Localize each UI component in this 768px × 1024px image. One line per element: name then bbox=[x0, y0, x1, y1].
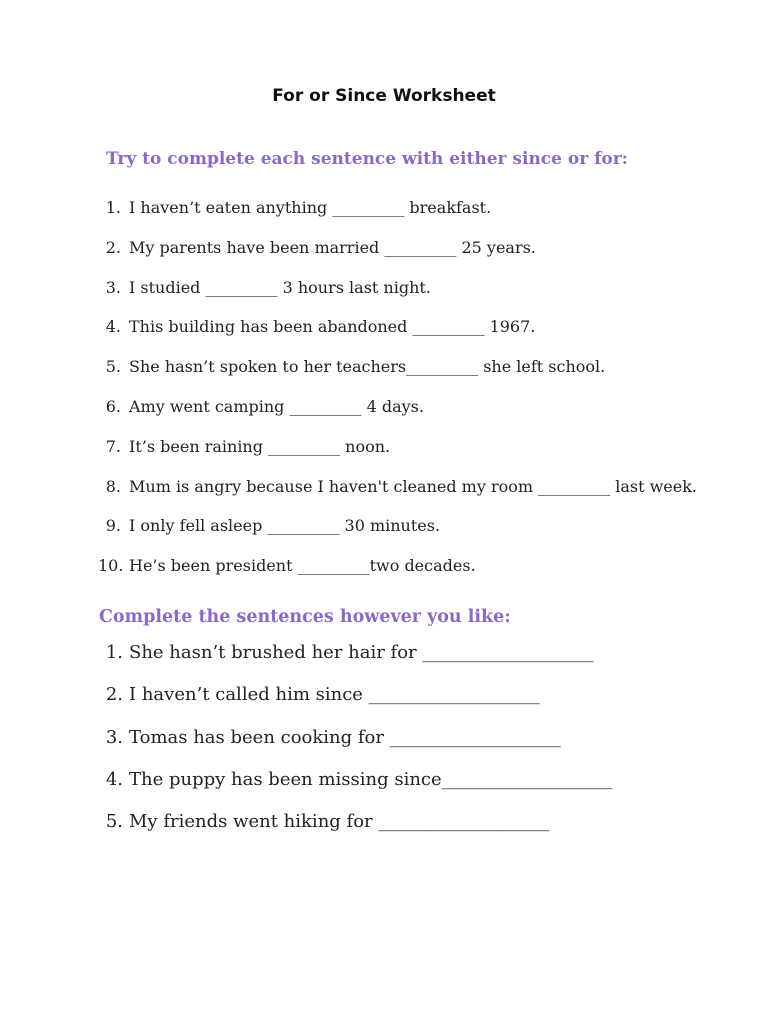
item-number: 3. bbox=[105, 726, 123, 748]
item-number: 2. bbox=[105, 237, 121, 257]
item-sentence: Tomas has been cooking for ___________________ bbox=[129, 726, 561, 748]
list-item bbox=[98, 477, 697, 517]
list-item bbox=[98, 769, 613, 811]
list-item bbox=[98, 238, 697, 278]
item-sentence: He’s been president _________two decades. bbox=[129, 556, 476, 576]
item-sentence: Amy went camping _________ 4 days. bbox=[129, 396, 424, 416]
list-item bbox=[98, 397, 697, 437]
item-sentence: She hasn’t spoken to her teachers_________ she left school. bbox=[129, 357, 606, 377]
list-item bbox=[98, 516, 697, 556]
item-sentence: I haven’t eaten anything _________ breakfast. bbox=[129, 198, 492, 217]
list-item bbox=[98, 278, 697, 318]
item-number: 10. bbox=[98, 556, 124, 576]
list-item bbox=[98, 437, 697, 477]
item-sentence: Mum is angry because I haven't cleaned my room _________ last week. bbox=[129, 476, 698, 496]
section-heading-complete-sentences: Complete the sentences however you like: bbox=[99, 607, 511, 627]
item-sentence: It’s been raining _________ noon. bbox=[129, 436, 391, 456]
section-heading-since-or-for: Try to complete each sentence with either since or for: bbox=[106, 149, 628, 169]
item-number: 3. bbox=[105, 277, 121, 297]
complete-sentences-list bbox=[98, 642, 613, 853]
list-item bbox=[98, 642, 613, 684]
item-sentence: I studied _________ 3 hours last night. bbox=[129, 277, 431, 297]
item-sentence: My parents have been married _________ 25 years. bbox=[129, 237, 536, 257]
item-sentence: This building has been abandoned _________ 1967. bbox=[129, 317, 536, 337]
item-sentence: She hasn’t brushed her hair for ___________________ bbox=[129, 642, 594, 663]
item-number: 1. bbox=[105, 642, 123, 663]
list-item bbox=[98, 556, 697, 596]
list-item bbox=[98, 684, 613, 726]
item-number: 5. bbox=[105, 811, 123, 833]
item-number: 5. bbox=[105, 357, 121, 377]
item-number: 9. bbox=[105, 516, 121, 536]
item-sentence: I only fell asleep _________ 30 minutes. bbox=[129, 516, 441, 536]
item-number: 8. bbox=[105, 476, 121, 496]
item-number: 2. bbox=[105, 684, 123, 706]
item-number: 4. bbox=[105, 768, 123, 790]
since-or-for-list bbox=[98, 198, 697, 596]
item-sentence: The puppy has been missing since___________________ bbox=[129, 768, 613, 790]
item-number: 4. bbox=[105, 317, 121, 337]
page-title: For or Since Worksheet bbox=[272, 86, 496, 106]
item-sentence: I haven’t called him since ___________________ bbox=[129, 684, 540, 706]
list-item bbox=[98, 198, 697, 238]
item-sentence: My friends went hiking for ___________________ bbox=[129, 811, 550, 833]
list-item bbox=[98, 811, 613, 853]
list-item bbox=[98, 727, 613, 769]
item-number: 6. bbox=[105, 396, 121, 416]
list-item bbox=[98, 317, 697, 357]
item-number: 1. bbox=[105, 198, 121, 217]
list-item bbox=[98, 357, 697, 397]
item-number: 7. bbox=[105, 436, 121, 456]
